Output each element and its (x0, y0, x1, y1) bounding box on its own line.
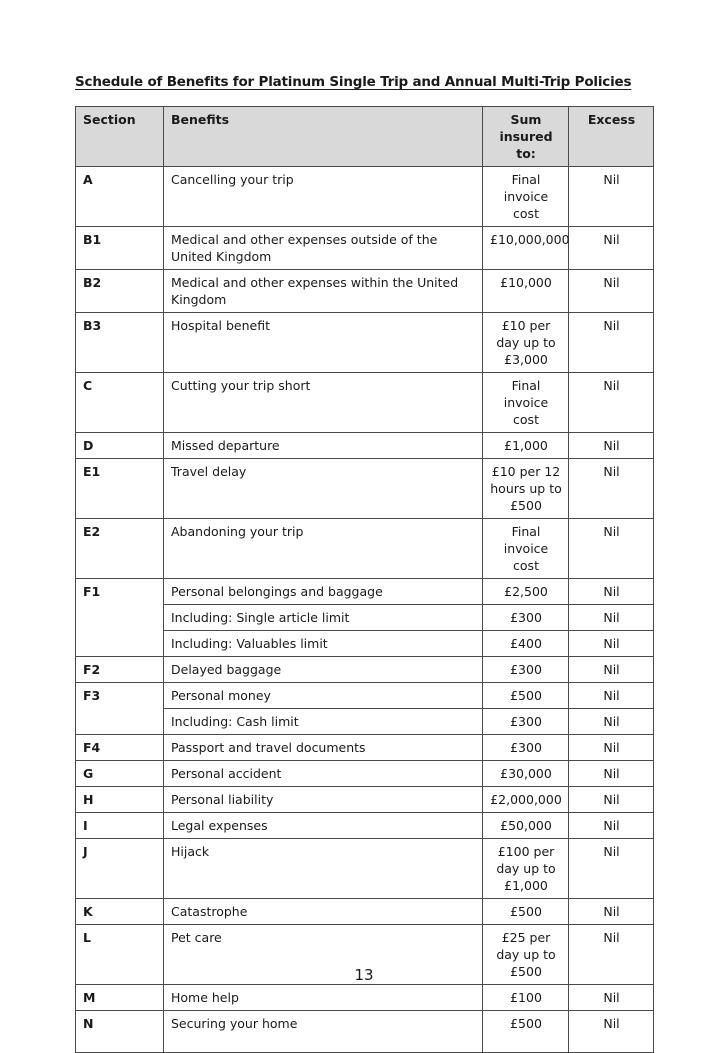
sum-insured-cell: £10,000 (483, 270, 569, 313)
excess-cell: Nil (569, 709, 654, 735)
benefit-cell: Hospital benefit (164, 313, 483, 373)
table-row (76, 985, 654, 1011)
table-row (76, 631, 654, 657)
section-cell: J (76, 839, 164, 899)
excess-cell: Nil (569, 579, 654, 605)
sum-insured-cell: £2,000,000 (483, 787, 569, 813)
sum-insured-cell: £30,000 (483, 761, 569, 787)
excess-cell: Nil (569, 605, 654, 631)
benefit-cell: Cutting your trip short (164, 373, 483, 433)
header-sum-insured: Sum insured to: (483, 107, 569, 167)
section-cell: B3 (76, 313, 164, 373)
excess-cell: Nil (569, 657, 654, 683)
table-row (76, 373, 654, 433)
section-cell (76, 631, 164, 657)
sum-insured-cell: £50,000 (483, 813, 569, 839)
sum-insured-cell: £500 (483, 1011, 569, 1053)
header-benefits: Benefits (164, 107, 483, 167)
sum-insured-cell: Final invoice cost (483, 519, 569, 579)
sum-insured-cell: £300 (483, 735, 569, 761)
section-cell: C (76, 373, 164, 433)
excess-cell: Nil (569, 631, 654, 657)
excess-cell: Nil (569, 270, 654, 313)
sum-insured-cell: £100 (483, 985, 569, 1011)
excess-cell: Nil (569, 313, 654, 373)
benefit-cell: Personal money (164, 683, 483, 709)
benefit-cell: Including: Valuables limit (164, 631, 483, 657)
table-header-row (76, 107, 654, 167)
section-cell: B2 (76, 270, 164, 313)
section-cell: F3 (76, 683, 164, 709)
section-cell: N (76, 1011, 164, 1053)
excess-cell: Nil (569, 899, 654, 925)
excess-cell: Nil (569, 813, 654, 839)
section-cell: I (76, 813, 164, 839)
excess-cell: Nil (569, 167, 654, 227)
table-row (76, 787, 654, 813)
section-cell: A (76, 167, 164, 227)
sum-insured-cell: £500 (483, 899, 569, 925)
benefit-cell: Personal liability (164, 787, 483, 813)
benefit-cell: Delayed baggage (164, 657, 483, 683)
sum-insured-cell: Final invoice cost (483, 373, 569, 433)
sum-insured-cell: £2,500 (483, 579, 569, 605)
section-cell: F1 (76, 579, 164, 605)
benefit-cell: Missed departure (164, 433, 483, 459)
table-row (76, 605, 654, 631)
table-row (76, 839, 654, 899)
excess-cell: Nil (569, 683, 654, 709)
sum-insured-cell: £400 (483, 631, 569, 657)
section-cell: H (76, 787, 164, 813)
table-row (76, 433, 654, 459)
table-row (76, 709, 654, 735)
sum-insured-cell: Final invoice cost (483, 167, 569, 227)
benefit-cell: Abandoning your trip (164, 519, 483, 579)
excess-cell: Nil (569, 787, 654, 813)
sum-insured-cell: £500 (483, 683, 569, 709)
section-cell: K (76, 899, 164, 925)
benefit-cell: Travel delay (164, 459, 483, 519)
table-row (76, 735, 654, 761)
sum-insured-cell: £10 per day up to £3,000 (483, 313, 569, 373)
section-cell: B1 (76, 227, 164, 270)
table-row (76, 761, 654, 787)
benefit-cell: Personal belongings and baggage (164, 579, 483, 605)
table-row (76, 459, 654, 519)
sum-insured-cell: £10,000,000 (483, 227, 569, 270)
benefit-cell: Medical and other expenses within the United Kingdom (164, 270, 483, 313)
table-row (76, 227, 654, 270)
table-row (76, 1011, 654, 1053)
table-row (76, 519, 654, 579)
benefit-cell: Hijack (164, 839, 483, 899)
excess-cell: Nil (569, 433, 654, 459)
excess-cell: Nil (569, 373, 654, 433)
benefit-cell: Pet care (164, 925, 483, 985)
page-number: 13 (354, 966, 374, 984)
section-cell: M (76, 985, 164, 1011)
section-cell: L (76, 925, 164, 985)
sum-insured-cell: £25 per day up to £500 (483, 925, 569, 985)
section-cell: E1 (76, 459, 164, 519)
section-cell: G (76, 761, 164, 787)
table-row (76, 167, 654, 227)
section-cell (76, 709, 164, 735)
section-cell: E2 (76, 519, 164, 579)
table-row (76, 657, 654, 683)
excess-cell: Nil (569, 1011, 654, 1053)
table-row (76, 579, 654, 605)
excess-cell: Nil (569, 735, 654, 761)
table-row (76, 270, 654, 313)
benefit-cell: Cancelling your trip (164, 167, 483, 227)
benefit-cell: Personal accident (164, 761, 483, 787)
excess-cell: Nil (569, 459, 654, 519)
sum-insured-cell: £300 (483, 657, 569, 683)
excess-cell: Nil (569, 761, 654, 787)
header-excess: Excess (569, 107, 654, 167)
benefit-cell: Catastrophe (164, 899, 483, 925)
header-section: Section (76, 107, 164, 167)
sum-insured-cell: £300 (483, 605, 569, 631)
table-row (76, 813, 654, 839)
table-row (76, 683, 654, 709)
excess-cell: Nil (569, 519, 654, 579)
sum-insured-cell: £300 (483, 709, 569, 735)
sum-insured-cell: £1,000 (483, 433, 569, 459)
benefit-cell: Passport and travel documents (164, 735, 483, 761)
excess-cell: Nil (569, 925, 654, 985)
benefits-table-body (76, 107, 654, 1053)
benefits-table (75, 106, 654, 1053)
section-cell (76, 605, 164, 631)
benefit-cell: Legal expenses (164, 813, 483, 839)
benefit-cell: Securing your home (164, 1011, 483, 1053)
benefit-cell: Including: Cash limit (164, 709, 483, 735)
benefit-cell: Home help (164, 985, 483, 1011)
excess-cell: Nil (569, 227, 654, 270)
sum-insured-cell: £100 per day up to £1,000 (483, 839, 569, 899)
excess-cell: Nil (569, 839, 654, 899)
benefit-cell: Medical and other expenses outside of the United Kingdom (164, 227, 483, 270)
section-cell: D (76, 433, 164, 459)
section-cell: F4 (76, 735, 164, 761)
page-title: Schedule of Benefits for Platinum Single Trip and Annual Multi-Trip Policies (75, 74, 632, 90)
sum-insured-cell: £10 per 12 hours up to £500 (483, 459, 569, 519)
table-row (76, 899, 654, 925)
benefit-cell: Including: Single article limit (164, 605, 483, 631)
excess-cell: Nil (569, 985, 654, 1011)
section-cell: F2 (76, 657, 164, 683)
table-row (76, 313, 654, 373)
